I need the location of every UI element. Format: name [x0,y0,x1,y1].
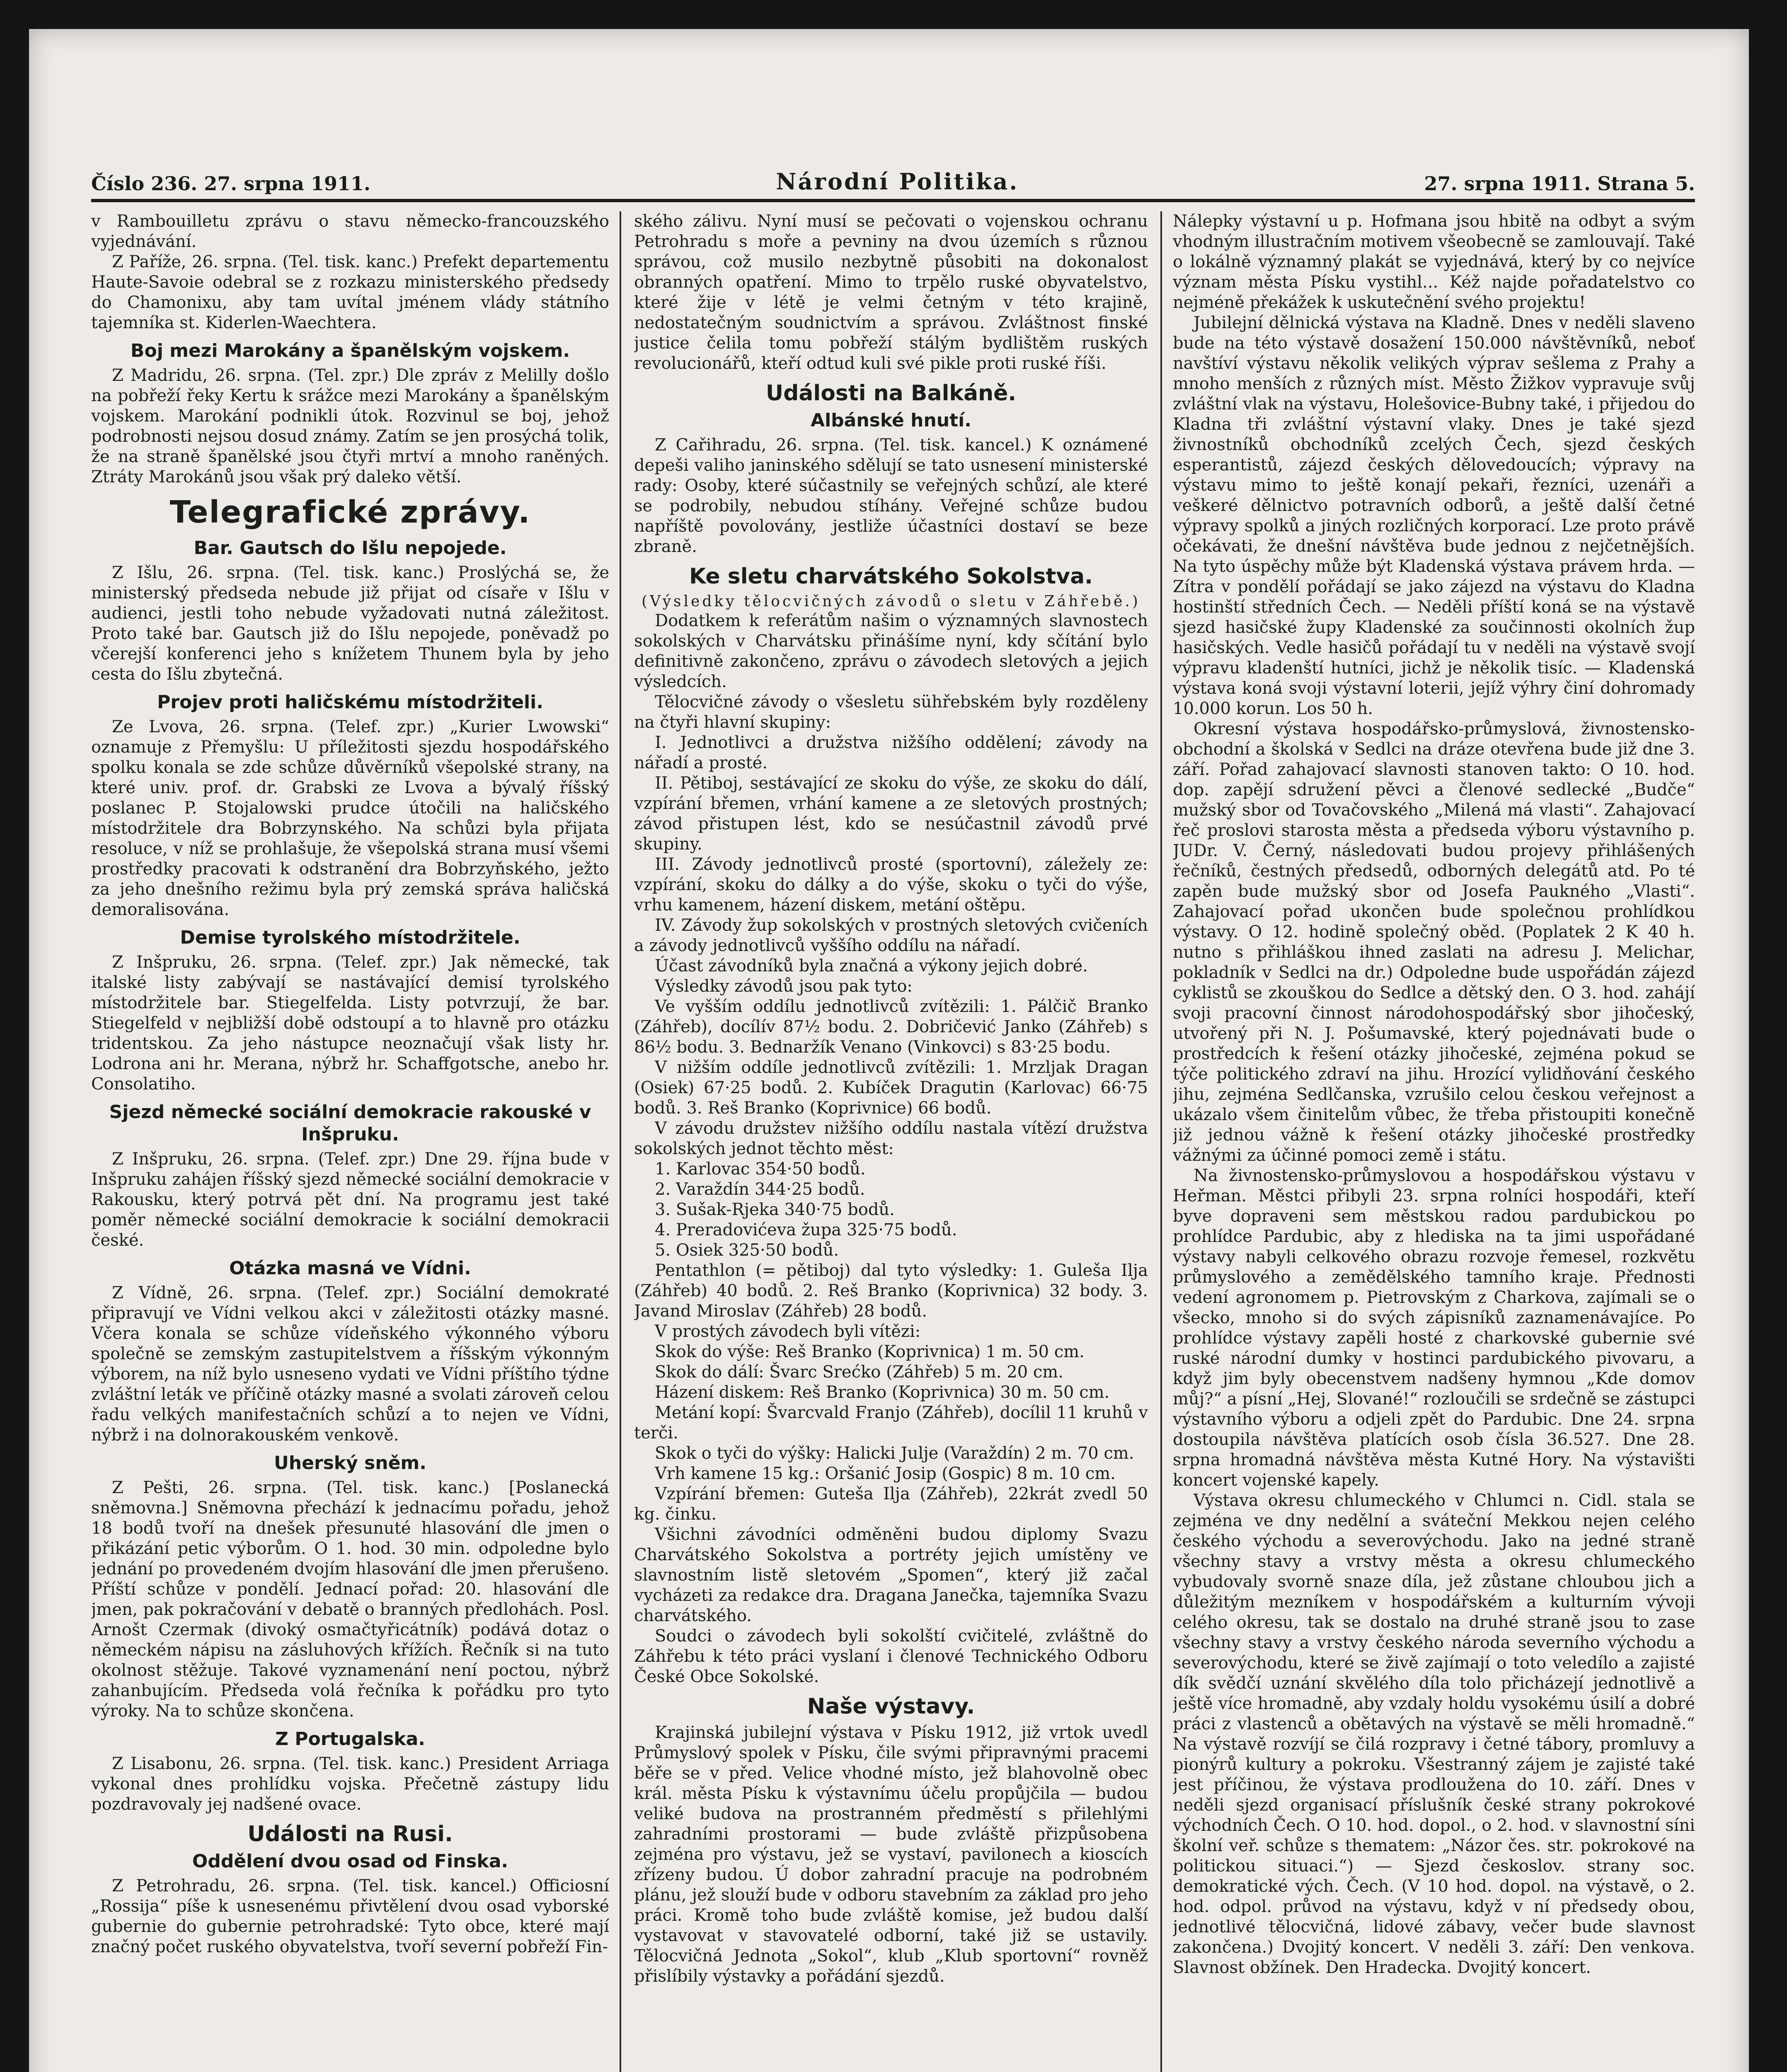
column-2 [634,211,1148,2072]
header-issue: Číslo 236. 27. srpna 1911. [91,172,370,195]
result-line: 4. Preradovićeva župa 325·75 bodů. [655,1220,957,1239]
article-text: Soudci o závodech byli sokolští cvičitelé, zvláštně do Záhřebu k této práci vyslaní i členové Technického Odboru České Obce Sokolské. [634,1627,1148,1686]
result-line: Vrh kamene 15 kg.: Oršanić Josip (Gospic) 8 m. 10 cm. [655,1464,1116,1483]
column-divider [620,211,621,2072]
result-line: 5. Osiek 325·50 bodů. [655,1241,839,1260]
article-text: v Rambouilletu zprávu o stavu německo-francouzského vyjednávání. [91,212,609,251]
header-rule [91,199,1695,202]
article-heading: Boj mezi Marokány a španělským vojskem. [130,340,570,361]
article-text: Z Cařihradu, 26. srpna. (Tel. tisk. kancel.) K oznámené depeši valiho janinského sdělují se tato usnesení ministerské rady: Osoby, které súčastnily se veřejných schůzí, ale které se podrobily, nebudou stíhány. Veřejné schůze budou napříště povolovány, jestliže účastníci dostaví se beze zbraně. [634,436,1148,556]
article-heading: Bar. Gautsch do Išlu nepojede. [194,537,507,559]
article-text: Okresní výstava hospodářsko-průmyslová, živnostensko-obchodní a školská v Sedlci na dráze otevřena bude již dne 3. září. Pořad zahajovací slavnosti stanoven takto: O 10. hod. dop. zapějí sdružení pěvci a členové sedlecké „Budče“ mužský sbor od Tovačovského „Milená má vlasti“. Zahajovací řeč proslovi starosta města a předseda výboru výstavního p. JUDr. V. Černý, následovati budou projevy přihlášených řečníků, čestných předsedů, odborných delegátů atd. Po té zapěn bude mužský sbor od Josefa Paukného „Vlasti“. Zahajovací pořad ukončen bude společnou prohlídkou výstavy. O 12. hodině společný oběd. (Poplatek 2 K 40 h. nutno s přihláškou ihned zaslati na adresu J. Melichar, pokladník v Sedlci na dr.) Odpoledne bude uspořádán zájezd cyklistů se zkouškou do Sedlce a dětský den. O 3. hod. zahájí svoji pracovní činnost národohospodářský sbor jihočeský, utvořený při N. J. Pošumavské, který pojednávati bude o prostředcích k řešení otázky jihočeské, zejména pokud se týče politického zdraví na jihu. Hrozící vylidňování českého jihu, zejména Sedlčanska, vzrušilo celou českou veřejnost a ukázalo všem činitelům vůbec, že třeba přistoupiti konečně již jednou vážně k řešení otázky jihočeské prostředky vážnými za účinné pomoci země i státu. [1173,719,1695,1165]
page-header [91,157,1695,195]
article-text: Z Išlu, 26. srpna. (Tel. tisk. kanc.) Proslýchá se, že ministerský předseda nebude již přijat od císaře v Išlu v audienci, jestli toho nebude vyžadovati nutná záležitost. Proto také bar. Gautsch již do Išlu nepojede, poněvadž po včerejší konferenci jeho s knížetem Thunem byla by jeho cesta do Išlu zbytečná. [91,563,609,684]
column-3 [1173,211,1695,2072]
article-text: ského zálivu. Nyní musí se pečovati o vojenskou ochranu Petrohradu s moře a pevniny na dvou územích s různou správou, což musilo nezbytně působiti na dokonalost obranných opatření. Mimo to trpělo ruské obyvatelstvo, které žije v létě je velmi četným v této krajině, nedostatečným soudnictvím a správou. Zvláštnost finské justice čelila tomu pobřeží stálým bydlištěm ruských revolucionářů, kteří odtud kuli své pikle proti ruské říši. [634,212,1148,373]
article-text: III. Závody jednotlivců prosté (sportovní), záležely ze: vzpírání, skoku do dálky a do výše, skoku o tyči do výše, vrhu kamenem, házení diskem, metání oštěpu. [634,855,1148,915]
article-text: Tělocvičné závody o všesletu sühřebském byly rozděleny na čtyři hlavní skupiny: [634,692,1148,732]
section-heading: Telegrafické zprávy. [169,494,531,530]
article-text: Z Paříže, 26. srpna. (Tel. tisk. kanc.) Prefekt departementu Haute-Savoie odebral se z rozkazu ministerského předsedy do Chamonixu, aby tam uvítal jménem vlády státního tajemníka st. Kiderlen-Waechtera. [91,252,609,332]
article-text: Z Pešti, 26. srpna. (Tel. tisk. kanc.) [Poslanecká sněmovna.] Sněmovna přechází k jednacímu pořadu, jehož 18 bodů tvoří na dnešek přesunuté hlasování dle jmen o přikázání petic výborům. O 1. hod. 30 min. odpoledne bylo jednání po provedeném dvojím hlasování dle jmen přerušeno. Příští schůze v pondělí. Jednací pořad: 20. hlasování dle jmen, pak pokračování v debatě o branných předlohách. Posl. Arnošt Czermak (divoký osmačtyřicátník) podává dotaz o německém nápisu na zásluhových křížích. Řečník si na tuto okolnost stěžuje. Takové vyznamenání není poctou, nýbrž zahanbujícím. Předseda volá řečníka k pořádku pro tyto výroky. Na to schůze skončena. [91,1478,609,1721]
result-line: Metání kopí: Švarcvald Franjo (Záhřeb), docílil 11 kruhů v terči. [634,1403,1148,1443]
article-text: Pentathlon (= pětiboj) dal tyto výsledky: 1. Guleša Ilja (Záhřeb) 40 bodů. 2. Reš Branko (Koprivnica) 32 body. 3. Javand Miroslav (Záhřeb) 28 bodů. [634,1261,1148,1321]
article-heading: Z Portugalska. [275,1728,425,1750]
article-text: Na živnostensko-průmyslovou a hospodářskou výstavu v Heřman. Městci přibyli 23. srpna rolníci hospodáři, kteří byve dopraveni sem městskou radou pardubickou po prohlídce Pardubic, aby z hlediska na ta jimi uspořádané výstavy nabyli celkového obrazu rozvoje řemesel, rozkvětu průmyslového a zemědělského tamního kraje. Přednosti vedení agronomem p. Pietrovským z Charkova, zajímali se o všecko, mnoho si do svých zápisníků zaznamenávajíce. Po prohlídce výstavy zapěli hosté z charkovské gubernie své ruské národní dumky v hostinci pardubického pivovaru, a když jim byly obecenstvem nadšeny hymnou „Kde domov můj?“ a písní „Hej, Slované!“ rozloučili se srdečně se zástupci výstavního výboru a odjeli zpět do Pardubic. Dne 24. srpna dostoupila návštěva platících osob čísla 36.527. Dne 28. srpna hromadná návštěva města Kutné Hory. Na výstavišti koncert vojenské kapely. [1173,1166,1695,1490]
article-text: Dodatkem k referátům našim o významných slavnostech sokolských v Charvátsku přinášíme nyní, kdy sčítání bylo definitivně zakončeno, zprávu o závodech sletových a jejich výsledcích. [634,611,1148,691]
article-text: Z Inšpruku, 26. srpna. (Telef. zpr.) Jak německé, tak italské listy zabývají se nastávající demisí tyrolského místodržitele bar. Stiegelfelda. Listy potvrzují, že bar. Stiegelfeld v nejbližší době odstoupí a to hlavně pro otázku tridentskou. Za jeho nástupce neoznačují však listy hr. Lodrona ani hr. Merana, nýbrž hr. Schaffgotsche, anebo hr. Consolatiho. [91,953,609,1094]
result-line: Vzpírání břemen: Guteša Ilja (Záhřeb), 22krát zvedl 50 kg. činku. [634,1484,1148,1524]
article-text: Z Vídně, 26. srpna. (Telef. zpr.) Sociální demokraté připravují ve Vídni velkou akci v záležitosti otázky masné. Včera konala se schůze vídeňského výkonného výboru společně se zemským zastupitelstvem a říšským výkonným výborem, na níž bylo usneseno vydati ve Vídni příštího týdne zvláštní leták ve příčině otázky masné a svolati zároveň celou řadu velkých manifestačních schůzí a to nejen ve Vídni, nýbrž i na dolnorakouském venkově. [91,1283,609,1445]
article-text: Ve vyšším oddílu jednotlivců zvítězili: 1. Pálčič Branko (Záhřeb), docílív 87½ bodu. 2. Dobričević Janko (Záhřeb) s 86½ bodu. 3. Bednaržík Venano (Vinkovci) s 83·25 bodu. [634,997,1148,1057]
article-heading: Oddělení dvou osad od Finska. [192,1851,508,1872]
section-heading: Ke sletu charvátského Sokolstva. [689,564,1093,589]
article-text: Ze Lvova, 26. srpna. (Telef. zpr.) „Kurier Lwowski“ oznamuje z Přemyšlu: U příležitosti sjezdu hospodářského spolku konala se zde schůze důvěrníků všepolské strany, na které univ. prof. dr. Grabski ze Lvova a bývalý říšský poslanec P. Stojalowski prudce útočili na haličského místodržitele dra Bobrzynského. Na schůzi byla přijata resoluce, v níž se prohlašuje, že všepolská strana musí všemi prostředky pracovati k odstranění dra Bobrzyňského, ježto za jeho dnešního režimu byla prý zemská správa haličská demoralisována. [91,717,609,919]
article-text: Všichni závodníci odměněni budou diplomy Svazu Charvátského Sokolstva a portréty jejich umístěny ve slavnostním listě sletovém „Spomen“, který již začal vycházeti za redakce dra. Dragana Janečka, tajemníka Svazu charvátského. [634,1525,1148,1625]
article-heading: Uherský sněm. [274,1452,426,1474]
section-heading: Události na Balkáně. [765,381,1017,406]
article-text: Výstava okresu chlumeckého v Chlumci n. Cidl. stala se zejména ve dny nedělní a sváteční Mekkou nejen celého českého východu a severovýchodu. Jako na jedné straně všechny stavy a vrstvy města a okresu chlumeckého vybudovaly svorně snaze díla, jež zůstane chloubou jich a důležitým mezníkem v hospodářském a kulturním vývoji celého okresu, tak se dostalo na druhé straně jsou to zase všechny stavy a vrstvy českého národa severního východu a severovýchodu, které se živě zajímají o toto veledílo a zajisté dík svědčí uznání skvělého díla tolo přicházejí jednotlivě a ještě více hromadně, aby vzdaly holdu vysokému úsilí a dobré práci z vlastenců a obětavých na výstavě se měli hromadně.“ Na výstavě rozvíjí se čilá rozpravy i četné tábory, promluvy a pionýrů kultury a pokroku. Všestranný zájem je zajisté také jest příčinou, že výstava prodloužena do 10. září. Dnes v neděli sjezd organisací příslušník české strany pokrokové východních Čech. O 10. hod. dopol., o 2. hod. v slavnostní síni školní veř. schůze s thematem: „Názor čes. str. pokrokové na politickou situaci.“) — Sjezd českoslov. strany soc. demokratické vých. Čech. (V 10 hod. dopol. na výstavě, o 2. hod. odpol. průvod na výstavu, když v ní předsedy obou, jednotlivé tělocvičná, lidové zábavy, večer bude slavnost zakončena.) Dvojitý koncert. V neděli 3. září: Den venkova. Slavnost obžínek. Den Hradecka. Dvojitý koncert. [1173,1491,1695,1977]
article-text: I. Jednotlivci a družstva nižšího oddělení; závody na nářadí a prosté. [634,733,1148,772]
result-line: 1. Karlovac 354·50 bodů. [655,1159,866,1179]
result-line: 2. Varaždín 344·25 bodů. [655,1180,865,1199]
result-line: Skok do dálí: Švarc Srećko (Záhřeb) 5 m. 20 cm. [655,1363,1063,1382]
article-text: Jubilejní dělnická výstava na Kladně. Dnes v neděli slaveno bude na této výstavě dosažení 150.000 návštěvníků, neboť navštíví výstavu několik velikých výprav sešlema z Prahy a mnoho menších z různých míst. Město Žižkov vypravuje svůj zvláštní vlak na výstavu, Holešovice-Bubny také, i přijedou do Kladna tři zvláštní výstavní vlaky. Dnes je také sjezd živnostníků obchodníků zcelých Čech, sjezd českých esperantistů, zájezd českých dělovedoucích; výpravy na výstavu mimo to ještě konají pekaři, řezníci, uzenáři a veškeré dělnictvo potravních odborů, a ještě další četné výpravy spolků a jiných rozličných korporací. Lze proto právě očekávati, že dnešní návštěva bude jednou z nejčetnějších. Na tyto úspěchy může být Kladenská výstava právem hrda. — Zítra v pondělí pořádají se jako zájezd na výstavu do Kladna hostinští středních Čech. — Neděli příští koná se na výstavě sjezd hasičské župy Kladenské za součinnosti okolních žup hasičských. Vedle hasičů pořádají tu v neděli na výstavě svojí výpravu kladenští hutníci, jichž je několik tisíc. — Kladenská výstava koná svoji výstavní loterii, jejíž výhry činí dohromady 10.000 korun. Los 50 h. [1173,313,1695,718]
article-heading: Projev proti haličskému místodržiteli. [157,692,543,713]
column-1 [91,211,609,2072]
article-text: Účast závodníků byla značná a výkony jejich dobré. [655,956,1088,975]
section-heading: Události na Rusi. [247,1822,453,1847]
masthead-title: Národní Politika. [776,168,1019,195]
article-text: Výsledky závodů jsou pak tyto: [655,977,913,996]
article-text: V nižším oddíle jednotlivců zvítězili: 1. Mrzljak Dragan (Osiek) 67·25 bodů. 2. Kubíček Dragutin (Karlovac) 66·75 bodů. 3. Reš Branko (Koprivnice) 66 bodů. [634,1058,1148,1118]
article-heading: Demise tyrolského místodržitele. [180,927,521,948]
article-heading: Sjezd německé sociální demokracie rakouské v Inšpruku. [109,1101,591,1145]
result-line: Skok o tyči do výšky: Halicki Julje (Varaždín) 2 m. 70 cm. [655,1444,1134,1463]
article-text: Nálepky výstavní u p. Hofmana jsou hbitě na odbyt a svým vhodným illustračním motivem všeobecně se zamlouvají. Také o lokálně významný plakát se vyjednává, který by co nejvíce význam města Písku vystihl... Kéž najde pořadatelstvo co nejméně překážek k uskutečnění svého projektu! [1173,212,1695,312]
article-heading: Otázka masná ve Vídni. [229,1258,471,1279]
article-text: Krajinská jubilejní výstava v Písku 1912, již vrtok uvedl Průmyslový spolek v Písku, čile svými připravnými pracemi běře se v před. Velice vhodné místo, jež blahovolně obec král. města Písku k výstavnímu účelu propůjčila — budou veliké budova na prostranném předměstí s přilehlými zahradními prostorami — bude zvláště přizpůsobena zejména pro výstavu, jež se vystaví, pavilonech a kioscích zřízeny budou. Ú dobor zahradní pracuje na podrobném plánu, jež slouží bude v odboru stavebním za základ pro jeho práci. Kromě toho bude zvláště komise, jež budou další vystavovat v stavovatelé odborní, také již se ustavily. Tělocvičná Jednota „Sokol“, klub „Klub sportovní“ rovněž přislíbily výstavky a pořádání sjezdů. [634,1723,1148,1986]
column-divider [1160,211,1162,2072]
article-text: V prostých závodech byli vítězi: [655,1322,921,1341]
result-line: 3. Sušak-Rjeka 340·75 bodů. [655,1200,895,1219]
article-subheading: (Výsledky tělocvičných závodů o sletu v Záhřebě.) [642,593,1140,610]
article-text: Z Lisabonu, 26. srpna. (Tel. tisk. kanc.) President Arriaga vykonal dnes prohlídku vojska. Přečetně zástupy lidu pozdravovaly jej nadšené ovace. [91,1754,609,1814]
article-text: Z Madridu, 26. srpna. (Tel. zpr.) Dle zpráv z Melilly došlo na pobřeží řeky Kertu k srážce mezi Marokány a španělským vojskem. Marokání podnikli útok. Rozvinul se boj, jehož podrobnosti nejsou dosud známy. Zatím se jen prosýchá tolik, že na straně španělské jsou čtyři mrtví a mnoho raněných. Ztráty Marokánů jsou však prý daleko větší. [91,366,609,487]
article-heading: Albánské hnutí. [811,410,971,431]
article-text: Z Petrohradu, 26. srpna. (Tel. tisk. kancel.) Officiosní „Rossija“ píše k usnesenému přivtělení dvou osad vyborské gubernie do gubernie petrohradské: Tyto obce, které mají značný počet ruského obyvatelstva, tvoří severní pobřeží Fin- [91,1876,609,1956]
section-heading: Naše výstavy. [807,1694,975,1719]
newspaper-page [29,29,1749,2072]
article-text: IV. Závody žup sokolských v prostných sletových cvičeních a závody jednotlivců vyššího oddílu na nářadí. [634,916,1148,955]
article-text: II. Pětiboj, sestávající ze skoku do výše, ze skoku do dálí, vzpírání břemen, vrhání kamene a ze sletových prostných; závod přistupen lést, kdo se nesúčastnil závodů prvé skupiny. [634,774,1148,854]
article-text: Z Inšpruku, 26. srpna. (Telef. zpr.) Dne 29. října bude v Inšpruku zahájen říšský sjezd německé sociální demokracie v Rakousku, který potrvá pět dní. Na programu jest také poměr německé sociální demokracie k sociální demokracii české. [91,1150,609,1250]
result-line: Házení diskem: Reš Branko (Koprivnica) 30 m. 50 cm. [655,1383,1110,1402]
header-date-page: 27. srpna 1911. Strana 5. [1424,172,1695,195]
article-text: V závodu družstev nižšího oddílu nastala vítězí družstva sokolských jednot těchto měst: [634,1119,1148,1158]
result-line: Skok do výše: Reš Branko (Koprivnica) 1 m. 50 cm. [655,1342,1085,1361]
